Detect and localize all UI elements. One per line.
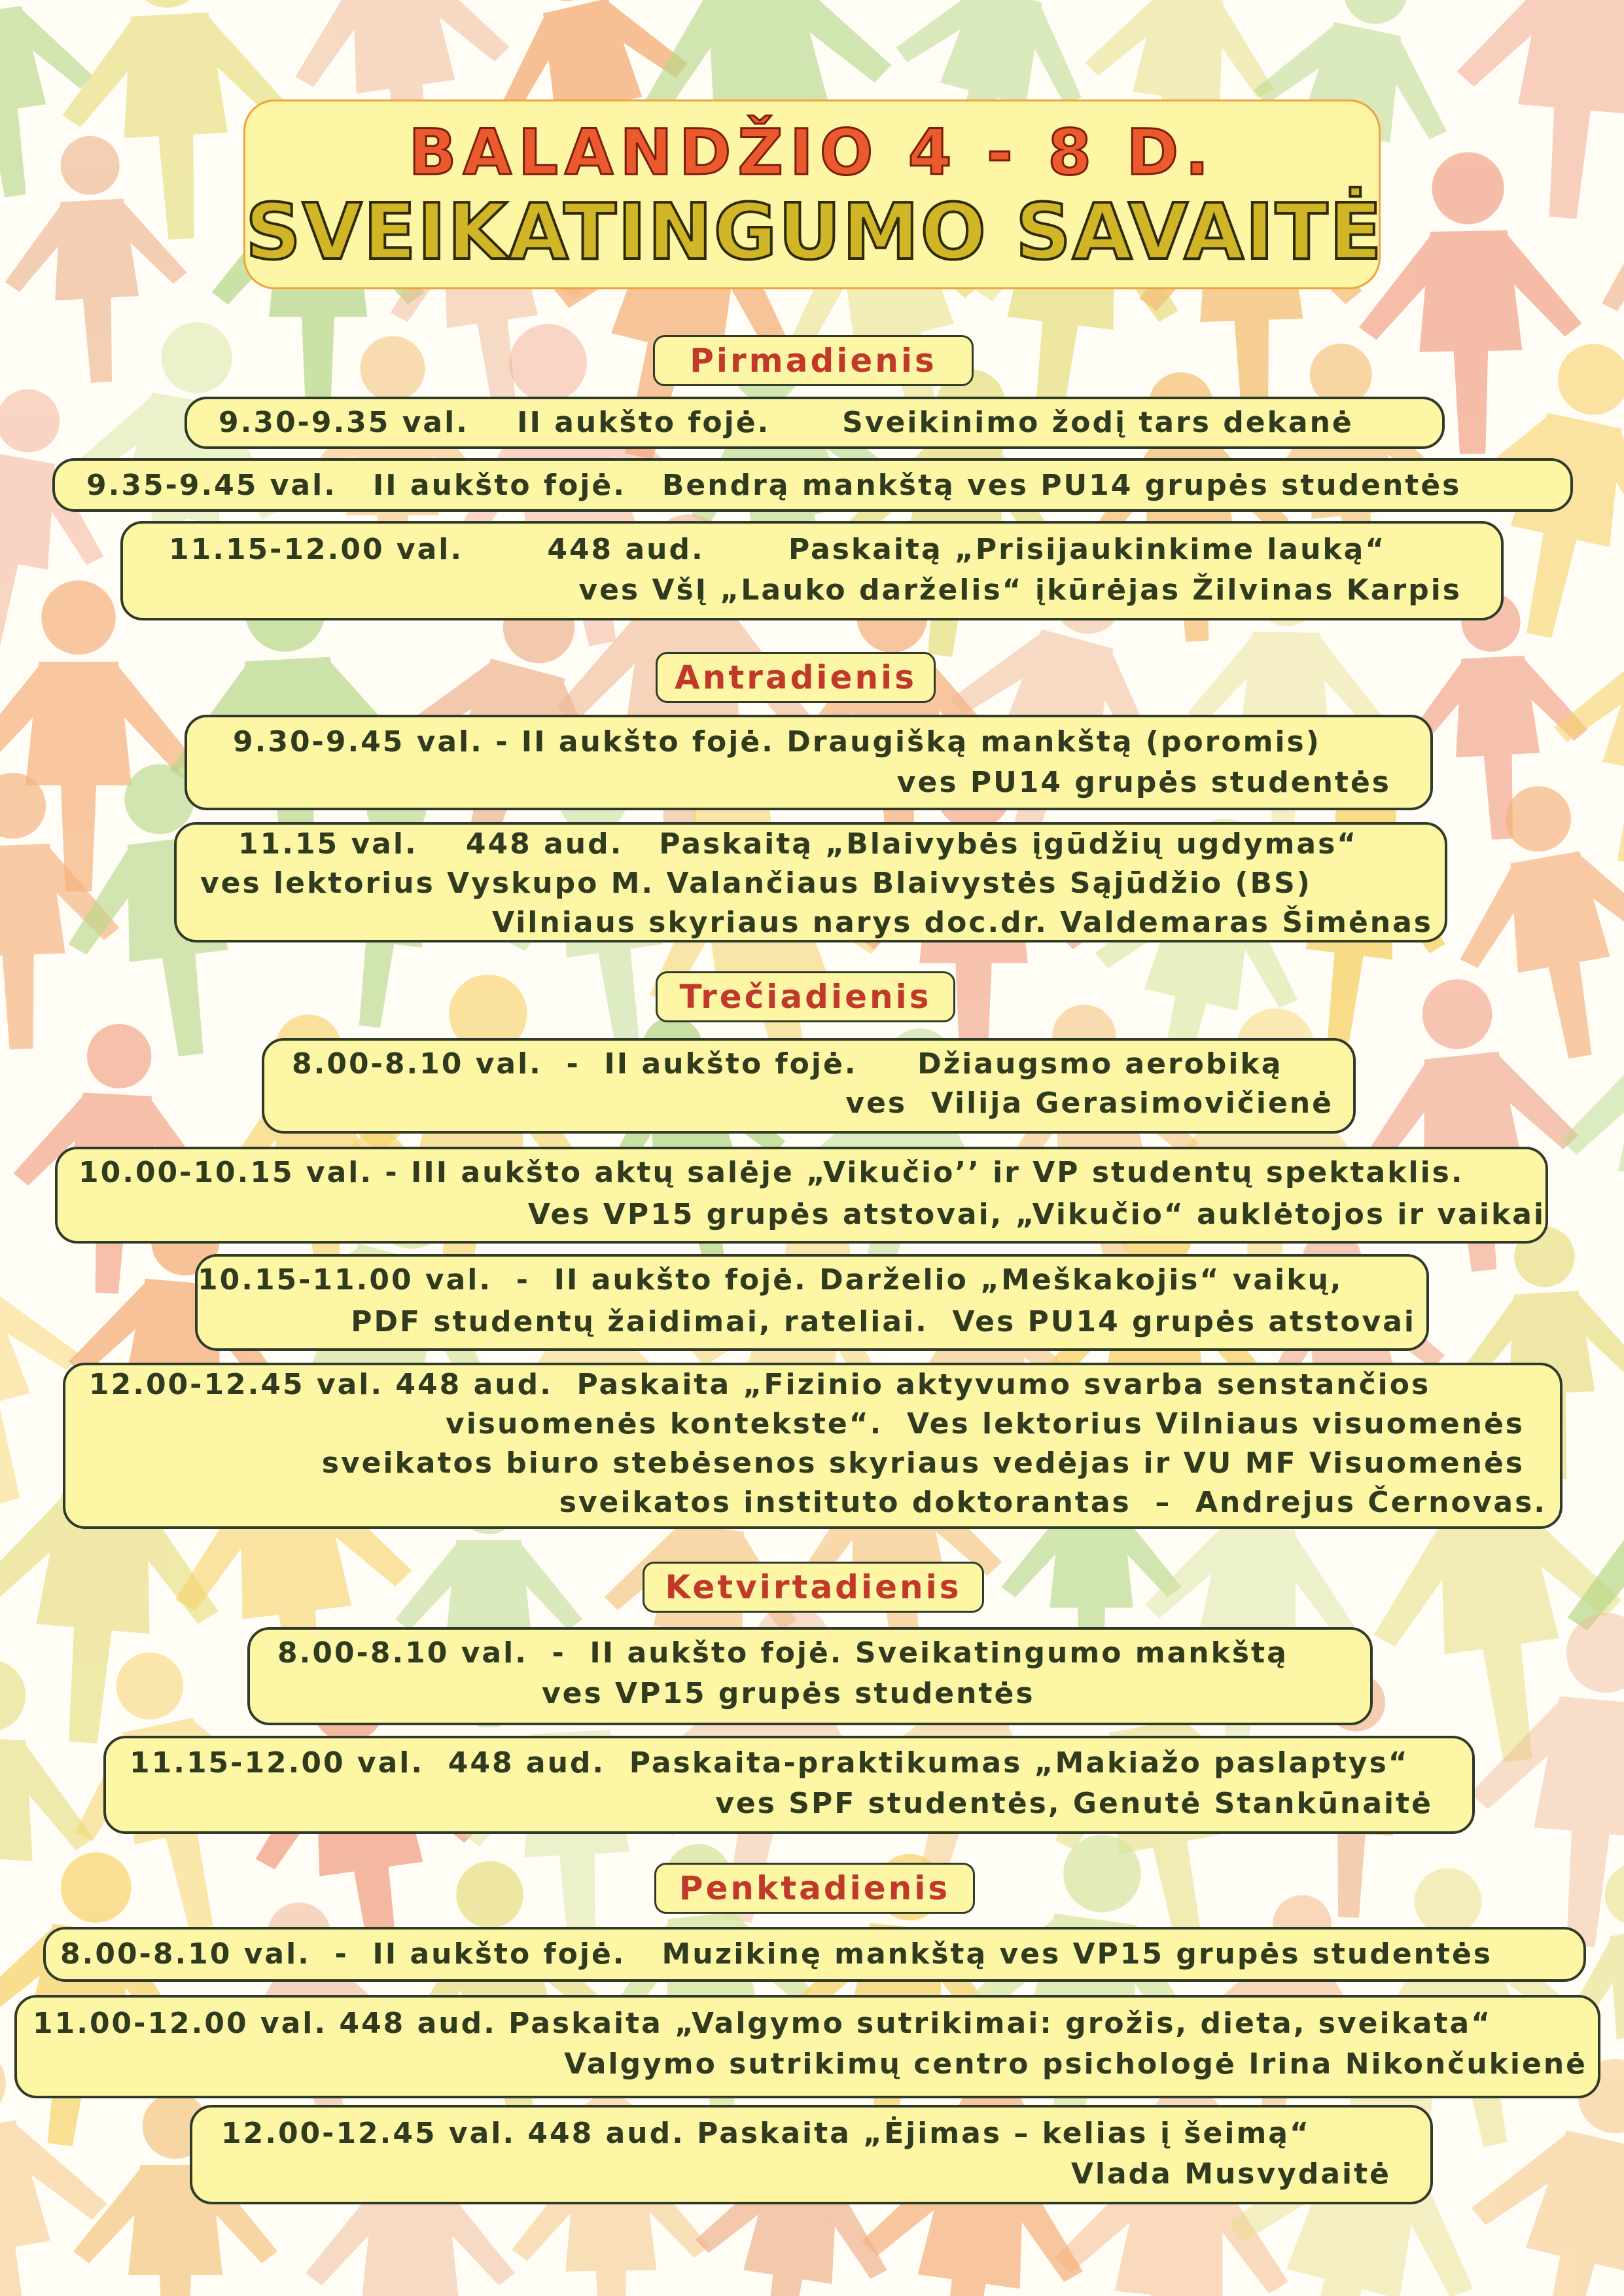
- event-box-mon2: [52, 458, 1573, 512]
- day-header-thursday: Ketvirtadienis: [643, 1562, 984, 1613]
- event-line: 11.15-12.00 val. 448 aud. Paskaitą „Prisijaukinkime lauką“: [169, 533, 1386, 566]
- event-box-fri3: [190, 2105, 1433, 2204]
- event-line: ves PU14 grupės studentės: [896, 766, 1391, 799]
- event-box-thu2: [103, 1736, 1475, 1834]
- person-silhouette: [1458, 1602, 1624, 1956]
- event-box-tue1: [185, 715, 1433, 810]
- title-dates: BALANDŽIO 4 - 8 D.: [408, 116, 1216, 189]
- event-line: 10.15-11.00 val. - II aukšto fojė. Darželio „Meškakojis“ vaikų,: [198, 1263, 1343, 1297]
- event-line: 8.00-8.10 val. - II aukšto fojė. Džiaugsmo aerobiką: [292, 1047, 1283, 1081]
- event-box-tue2: [174, 822, 1447, 942]
- event-line: 8.00-8.10 val. - II aukšto fojė. Muzikinę mankštą ves VP15 grupės studentės: [60, 1937, 1492, 1971]
- event-line: ves VšĮ „Lauko darželis“ įkūrėjas Žilvinas Karpis: [578, 573, 1462, 607]
- event-box-thu1: [247, 1627, 1373, 1725]
- event-line: 11.15-12.00 val. 448 aud. Paskaita-praktikumas „Makiažo paslaptys“: [130, 1746, 1409, 1780]
- event-box-wed2: [55, 1147, 1548, 1244]
- event-line: 11.15 val. 448 aud. Paskaitą „Blaivybės įgūdžių ugdymas“: [238, 827, 1358, 861]
- event-line: Vilniaus skyriaus narys doc.dr. Valdemaras Šimėnas: [491, 906, 1433, 939]
- day-header-monday: Pirmadienis: [653, 335, 974, 386]
- event-box-wed4: [63, 1363, 1562, 1529]
- event-line: ves lektorius Vyskupo M. Valančiaus Blaivystės Sąjūdžio (BS): [200, 867, 1312, 900]
- title-banner: [243, 99, 1381, 289]
- event-line: 12.00-12.45 val. 448 aud. Paskaita „Ėjimas – kelias į šeimą“: [221, 2117, 1311, 2150]
- event-box-mon1: [185, 397, 1445, 449]
- event-line: 10.00-10.15 val. - III aukšto aktų salėje „Vikučio’’ ir VP studentų spektaklis.: [79, 1156, 1464, 1189]
- event-box-fri1: [43, 1927, 1586, 1982]
- day-header-tuesday: Antradienis: [656, 652, 936, 703]
- event-line: 9.30-9.35 val. II aukšto fojė. Sveikinimo žodį tars dekanė: [219, 406, 1354, 439]
- day-header-wednesday: Trečiadienis: [656, 971, 955, 1022]
- event-line: Ves VP15 grupės atstovai, „Vikučio“ auklėtojos ir vaikai: [527, 1198, 1545, 1231]
- event-box-mon3: [120, 521, 1504, 620]
- event-line: Valgymo sutrikimų centro psichologė Irina Nikončukienė: [564, 2047, 1587, 2081]
- event-line: ves Vilija Gerasimovičienė: [845, 1086, 1333, 1120]
- event-line: 12.00-12.45 val. 448 aud. Paskaita „Fizinio aktyvumo svarba senstančios: [89, 1368, 1431, 1401]
- event-line: 8.00-8.10 val. - II aukšto fojė. Sveikatingumo mankštą: [277, 1636, 1288, 1670]
- event-box-wed3: [195, 1254, 1429, 1351]
- event-line: 11.00-12.00 val. 448 aud. Paskaita „Valgymo sutrikimai: grožis, dieta, sveikata“: [33, 2007, 1492, 2040]
- event-line: sveikatos biuro stebėsenos skyriaus vedėjas ir VU MF Visuomenės: [321, 1446, 1525, 1480]
- event-line: Vlada Musvydaitė: [1070, 2157, 1391, 2191]
- event-line: visuomenės kontekste“. Ves lektorius Vilniaus visuomenės: [446, 1407, 1525, 1441]
- event-box-wed1: [262, 1038, 1356, 1134]
- event-box-fri2: [14, 1995, 1600, 2098]
- event-line: 9.30-9.45 val. - II aukšto fojė. Draugišką mankštą (poromis): [233, 725, 1321, 759]
- event-line: PDF studentų žaidimai, rateliai. Ves PU14 grupės atstovai: [351, 1305, 1416, 1338]
- event-line: 9.35-9.45 val. II aukšto fojė. Bendrą mankštą ves PU14 grupės studentės: [86, 469, 1462, 502]
- event-line: ves SPF studentės, Genutė Stankūnaitė: [715, 1787, 1433, 1820]
- day-header-friday: Penktadienis: [654, 1863, 975, 1914]
- event-line: sveikatos instituto doktorantas – Andrejus Černovas.: [559, 1486, 1547, 1519]
- title-main: SVEIKATINGUMO SAVAITĖ: [245, 187, 1383, 277]
- event-line: ves VP15 grupės studentės: [542, 1677, 1035, 1710]
